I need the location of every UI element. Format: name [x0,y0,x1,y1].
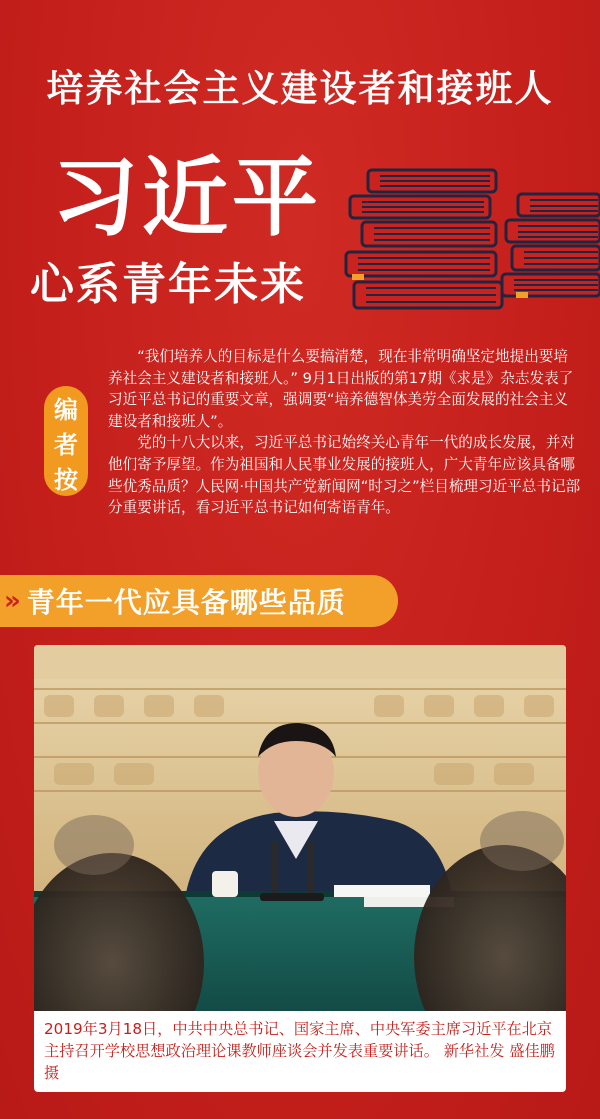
headline-name: 习近平 [52,147,322,248]
books-illustration [340,166,600,314]
editor-note-text [108,346,582,519]
double-chevron-icon: » [4,586,15,616]
section-title: 青年一代应具备哪些品质 [26,586,346,619]
headline-kicker: 培养社会主义建设者和接班人 [46,66,554,110]
intro-paragraph-2: 党的十八大以来，习近平总书记始终关心青年一代的成长发展，并对他们寄予厚望。作为祖国和人民事业发展的接班人，广大青年应该具备哪些优秀品质？人民网·中国共产党新闻网“时习之”栏目梳理习近平总书记部分重要讲话，看习近平总书记如何寄语青年。 [108,434,581,517]
intro-paragraph-1: “我们培养人的目标是什么要搞清楚，现在非常明确坚定地提出要培养社会主义建设者和接班人。” 9月1日出版的第17期《求是》杂志发表了习近平总书记的重要文章，强调要“培养德智体美劳全面发展的社会主义建设者和接班人”。 [108,348,574,430]
badge-char: 按 [54,466,78,494]
headline-subtitle: 心系青年未来 [30,259,306,310]
badge-char: 者 [54,431,78,459]
photo-card [34,645,566,1092]
section-header [0,575,398,627]
badge-char: 编 [54,396,78,424]
editor-note-badge [44,386,88,496]
meeting-photo [34,645,566,1011]
photo-caption: 2019年3月18日，中共中央总书记、国家主席、中央军委主席习近平在北京主持召开学校思想政治理论课教师座谈会并发表重要讲话。 新华社发 盛佳鹏 摄 [44,1020,555,1082]
